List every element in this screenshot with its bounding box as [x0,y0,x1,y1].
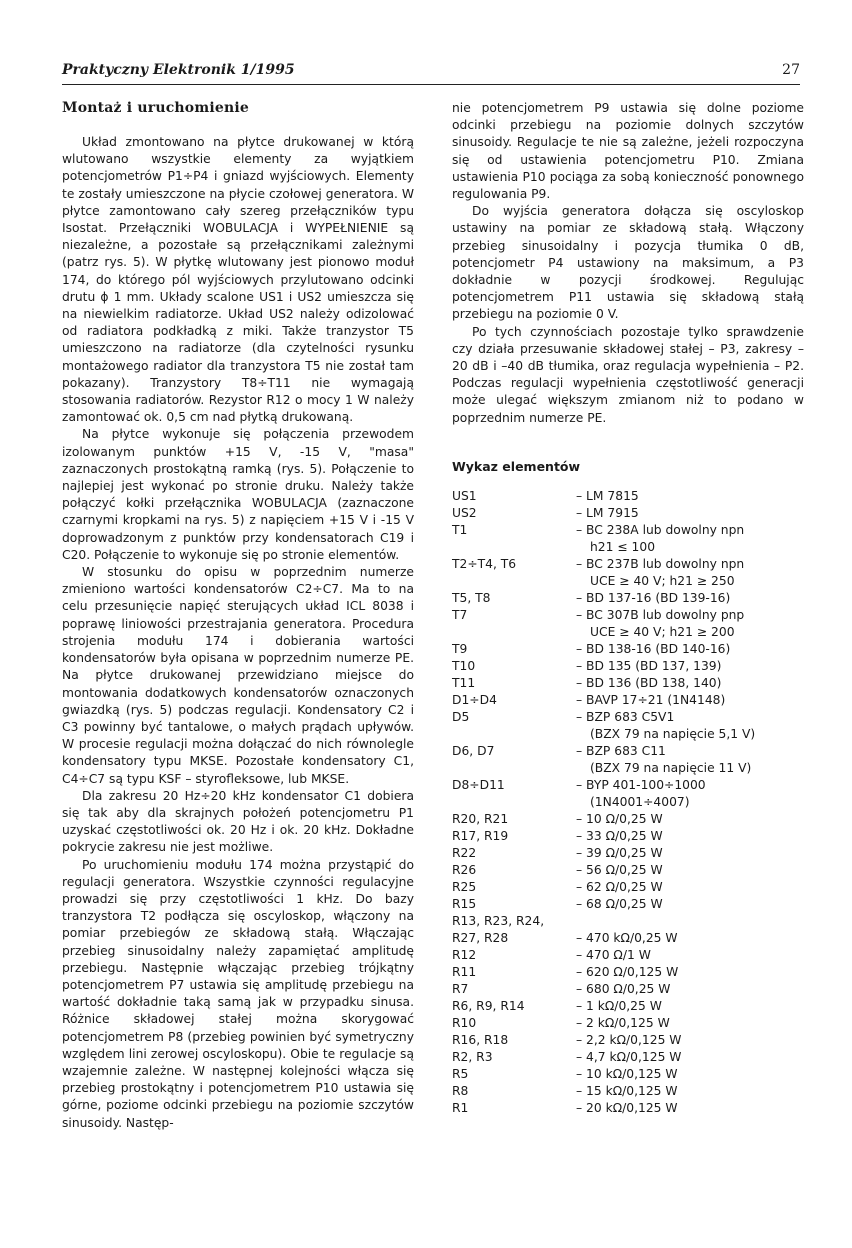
part-value-line: h21 ≤ 100 [590,539,656,554]
part-ref: R8 [452,1083,469,1098]
part-value-line: UCE ≥ 40 V; h21 ≥ 200 [590,624,735,639]
parts-row [452,709,804,743]
parts-row [452,1066,804,1083]
part-value-line [576,913,804,930]
parts-row [452,1015,804,1032]
part-value [576,709,804,743]
part-value [576,658,804,675]
part-value [576,505,804,522]
part-value [576,811,804,828]
parts-row [452,607,804,641]
paragraph: Dla zakresu 20 Hz÷20 kHz kondensator C1 dobiera się tak aby dla skrajnych położeń potencjometru P1 uzyskać częstotliwości ok. 20 Hz i ok. 20 kHz. Dokładne pokrycie zakresu nie jest możliwe. [62,788,414,855]
parts-row [452,692,804,709]
parts-row [452,896,804,913]
part-value-line: – BC 237B lub dowolny npn [576,556,745,571]
part-value-line: – 1 kΩ/0,25 W [576,998,662,1013]
part-value [576,964,804,981]
parts-row [452,1049,804,1066]
parts-row [452,488,804,505]
part-ref: D8÷D11 [452,777,505,792]
part-ref: R17, R19 [452,828,509,843]
paragraph: W stosunku do opisu w poprzednim numerze zmieniono wartości kondensatorów C2÷C7. Ma to na celu przesunięcie napięć sterujących układ ICL 8038 i poprawę liniowości przestrajania generatora. Procedura strojenia modułu 174 i dobierania wartości kondensatorów była opisana w poprzednim numerze PE. Na płytce drukowanej przewidziano miejsce do montowania dodatkowych kondensatorów oznaczonych gwiazdką (rys. 5) podczas regulacji. Kondensatory C2 i C3 powinny być tantalowe, o małych prądach upływów. W procesie regulacji można dołączać do nich równolegle kondensatory typu MKSE. Pozostałe kondensatory C1, C4÷C7 są typu KSF – styrofleksowe, lub MKSE. [62,565,414,786]
part-ref: D6, D7 [452,743,495,758]
part-value-line: – 56 Ω/0,25 W [576,862,663,877]
part-value [576,879,804,896]
part-value-line: – BZP 683 C5V1 [576,709,675,724]
parts-row [452,556,804,590]
parts-row [452,522,804,556]
part-value [576,777,804,811]
part-ref: US1 [452,488,477,503]
part-value [576,607,804,641]
parts-row [452,505,804,522]
part-value [576,1100,804,1117]
part-value-line: – 680 Ω/0,25 W [576,981,671,996]
part-value-line: – 10 kΩ/0,125 W [576,1066,678,1081]
parts-row [452,811,804,828]
part-ref: T2÷T4, T6 [452,556,517,571]
part-value-line: – BYP 401-100÷1000 [576,777,706,792]
parts-row [452,658,804,675]
section-heading: Montaż i uruchomienie [62,100,249,116]
part-value-line: – LM 7815 [576,488,639,503]
parts-row [452,998,804,1015]
part-value-line: – 33 Ω/0,25 W [576,828,663,843]
parts-row [452,879,804,896]
paragraph: Na płytce wykonuje się połączenia przewodem izolowanym punktów +15 V, -15 V, "masa" zaznaczonych prostokątną ramką (rys. 5). Połączenie to najlepiej jest wykonać po stronie druku. Należy także połączyć kołki przełącznika WOBULACJA (zaznaczone czarnymi kropkami na rys. 5) z napięciem +15 V i -15 V doprowadzonym z punktów przy kondensatorach C19 i C20. Połączenie to wykonuje się po stronie elementów. [62,427,414,562]
paragraph: nie potencjometrem P9 ustawia się dolne poziome odcinki przebiegu na poziomie dolnych szczytów sinusoidy. Regulacje te nie są zależne, jeżeli rozpoczyna się od ustawienia potencjometru P10. Zmiana ustawienia P10 pociąga za sobą konieczność ponownego regulowania P9. [452,101,804,202]
part-value-line: – BZP 683 C11 [576,743,666,758]
parts-row [452,913,804,930]
part-ref: R25 [452,879,477,894]
part-ref: T10 [452,658,476,673]
part-value [576,1066,804,1083]
page-header [62,60,800,85]
part-value [576,1049,804,1066]
part-value-line: – 470 Ω/1 W [576,947,651,962]
paragraph: Po tych czynnościach pozostaje tylko sprawdzenie czy działa przesuwanie składowej stałej – P3, zakresy –20 dB i –40 dB tłumika, oraz regulacja wypełnienia – P2. Podczas regulacji wypełnienia częstotliwość generacji może ulegać większym zmianom niż to podano w poprzednim numerze PE. [452,324,804,425]
parts-row [452,981,804,998]
left-column [62,100,414,1132]
part-ref: T7 [452,607,468,622]
part-value-line: (BZX 79 na napięcie 5,1 V) [590,726,756,741]
part-value [576,1015,804,1032]
part-value [576,896,804,913]
part-value-line: – 20 kΩ/0,125 W [576,1100,678,1115]
part-value-line: UCE ≥ 40 V; h21 ≥ 250 [590,573,735,588]
part-value [576,692,804,709]
part-ref: D1÷D4 [452,692,497,707]
parts-row [452,675,804,692]
part-ref: R22 [452,845,477,860]
paragraph: Po uruchomieniu modułu 174 można przystąpić do regulacji generatora. Wszystkie czynności regulacyjne prowadzi się przy częstotliwości 1 kHz. Do bazy tranzystora T2 podłącza się oscyloskop, włączony na pomiar przebiegów ze składową stałą. Włączając przebieg sinusoidalny należy zapamiętać amplitudę przebiegu. Następnie włączając przebieg trójkątny potencjometrem P7 ustawia się amplitudę przebiegu na wartość dokładnie taką samą jak w przypadku sinusa. Różnice składowej stałej można skorygować potencjometrem P8 (przebieg powinien być symetryczny względem lini zerowej oscyloskopu). Obie te regulacje są wzajemnie zależne. W następnej kolejności włącza się przebieg prostokątny i potencjometrem P10 ustawia się górne, poziome odcinki przebiegu na poziomie szczytów sinusoidy. Następ- [62,857,414,1130]
part-value-line: – 2,2 kΩ/0,125 W [576,1032,682,1047]
part-value-line: – 68 Ω/0,25 W [576,896,663,911]
part-ref: R10 [452,1015,477,1030]
part-value [576,981,804,998]
part-ref: T11 [452,675,476,690]
part-value-line: – BAVP 17÷21 (1N4148) [576,692,726,707]
paragraph: Układ zmontowano na płytce drukowanej w którą wlutowano wszystkie elementy za wyjątkiem potencjometrów P1÷P4 i gniazd wyjściowych. Elementy te zostały umieszczone na płycie czołowej generatora. W płytce zamontowano cały szereg przełączników typu Isostat. Przełączniki WOBULACJA i WYPEŁNIENIE są niezależne, a pozostałe są przełącznikami zależnymi (patrz rys. 5). W płytkę wlutowany jest pionowo moduł 174, do którego pól wyjściowych przylutowano odcinki drutu ϕ 1 mm. Układy scalone US1 i US2 umieszcza się na niewielkim radiatorze. Układ US2 należy odizolować od radiatora podkładką z miki. Także tranzystor T5 umieszczono na radiatorze (dla czytelności rysunku montażowego radiator dla tranzystora T5 nie został tam pokazany). Tranzystory T8÷T11 nie wymagają stosowania radiatorów. Rezystor R12 o mocy 1 W należy zamontować ok. 0,5 cm nad płytką drukowaną. [62,135,414,425]
part-value-line: – BD 137-16 (BD 139-16) [576,590,731,605]
part-value [576,862,804,879]
part-ref: R13, R23, R24, [452,913,545,928]
part-value-line: – BD 135 (BD 137, 139) [576,658,722,673]
part-value-line: – 39 Ω/0,25 W [576,845,663,860]
part-ref: R15 [452,896,477,911]
parts-row [452,862,804,879]
part-value [576,556,804,590]
part-ref: R6, R9, R14 [452,998,525,1013]
part-value-line: – 10 Ω/0,25 W [576,811,663,826]
part-ref: R5 [452,1066,469,1081]
parts-row [452,930,804,947]
parts-list [452,488,804,1117]
part-value [576,947,804,964]
part-value-line: – BD 136 (BD 138, 140) [576,675,722,690]
page-number: 27 [782,62,800,78]
part-value-line: – 470 kΩ/0,25 W [576,930,678,945]
parts-row [452,777,804,811]
parts-row [452,1100,804,1117]
parts-row [452,964,804,981]
part-value-line: – 15 kΩ/0,125 W [576,1083,678,1098]
part-value [576,1032,804,1049]
part-value-line: – LM 7915 [576,505,639,520]
part-ref: R1 [452,1100,469,1115]
parts-list-heading: Wykaz elementów [452,458,581,474]
parts-row [452,743,804,777]
part-value-line: – BC 307B lub dowolny pnp [576,607,745,622]
parts-row [452,845,804,862]
part-value-line: – 4,7 kΩ/0,125 W [576,1049,682,1064]
parts-row [452,1032,804,1049]
magazine-title: Praktyczny Elektronik 1/1995 [62,62,295,78]
paragraph: Do wyjścia generatora dołącza się oscyloskop ustawiny na pomiar ze składową stałą. Włączony przebieg sinusoidalny i pozycja tłumika 0 dB, potencjometr P4 ustawiony na maksimum, a P3 dokładnie w pozycji środkowej. Regulując potencjometrem P11 ustawia się składową stałą przebiegu na poziomie 0 V. [452,204,804,322]
part-ref: T5, T8 [452,590,491,605]
part-value-line: – BC 238A lub dowolny npn [576,522,745,537]
right-column [452,100,804,1117]
part-value-line: (1N4001÷4007) [590,794,690,809]
part-value [576,522,804,556]
part-ref: R2, R3 [452,1049,493,1064]
part-ref: R16, R18 [452,1032,509,1047]
part-value-line: (BZX 79 na napięcie 11 V) [590,760,752,775]
part-ref: R27, R28 [452,930,509,945]
parts-row [452,947,804,964]
part-value [576,590,804,607]
part-value-line: – 2 kΩ/0,125 W [576,1015,670,1030]
part-ref: R20, R21 [452,811,509,826]
part-value [576,930,804,947]
part-ref: D5 [452,709,470,724]
part-value-line: – BD 138-16 (BD 140-16) [576,641,731,656]
part-ref: R26 [452,862,477,877]
part-value [576,675,804,692]
part-ref: R7 [452,981,469,996]
parts-row [452,828,804,845]
parts-row [452,641,804,658]
part-value [576,743,804,777]
part-value [576,913,804,930]
part-value-line: – 62 Ω/0,25 W [576,879,663,894]
parts-row [452,590,804,607]
part-ref: R11 [452,964,477,979]
part-value [576,845,804,862]
part-value [576,1083,804,1100]
part-value [576,828,804,845]
part-value-line: – 620 Ω/0,125 W [576,964,679,979]
part-ref: T9 [452,641,468,656]
part-value [576,998,804,1015]
part-ref: R12 [452,947,477,962]
parts-row [452,1083,804,1100]
part-value [576,488,804,505]
part-ref: US2 [452,505,477,520]
part-value [576,641,804,658]
part-ref: T1 [452,522,468,537]
